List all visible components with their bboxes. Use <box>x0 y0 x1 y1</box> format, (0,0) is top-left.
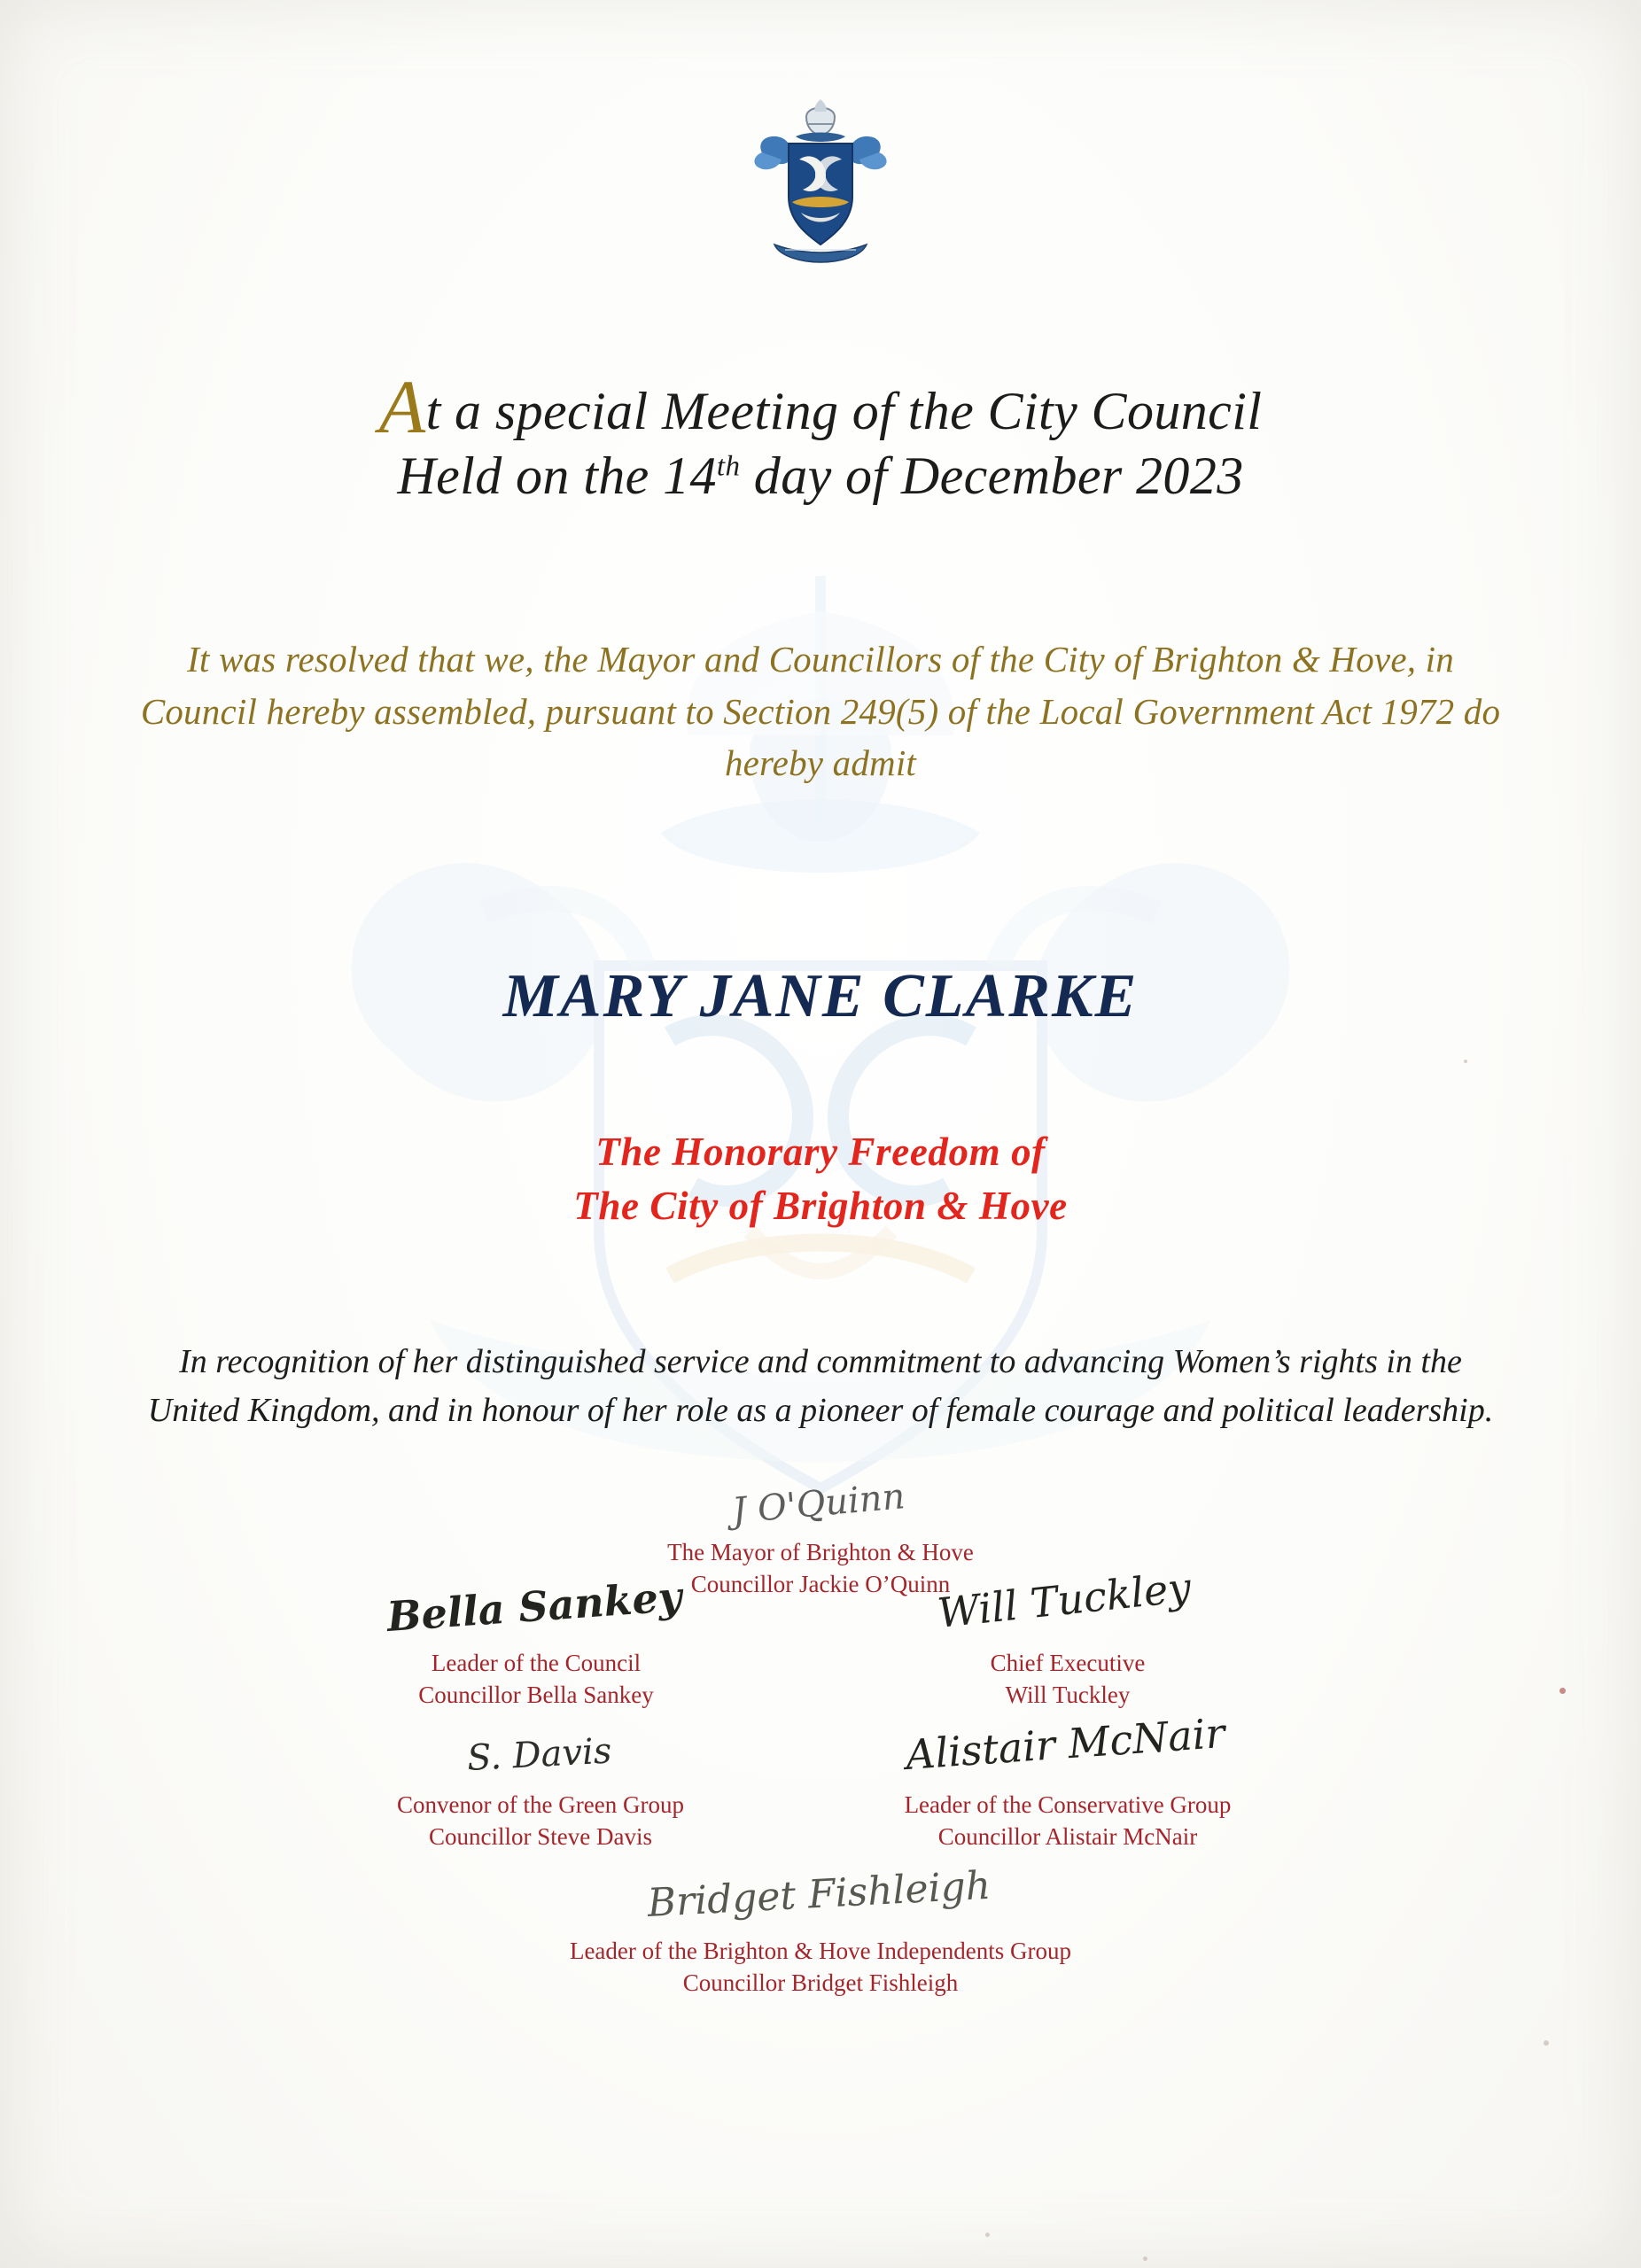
signature-name-green-convenor: Councillor Steve Davis <box>429 1822 652 1850</box>
paper-speck <box>1143 2256 1147 2261</box>
signature-name-mayor: Councillor Jackie O’Quinn <box>690 1570 951 1597</box>
signature-ink-conservative-leader: Alistair McNair <box>904 1708 1227 1779</box>
headline-dropcap: A <box>378 364 426 449</box>
signature-block-green-convenor <box>397 1730 684 1852</box>
resolution-text: It was resolved that we, the Mayor and Councillors of the City of Brighton & Hove, in Council hereby assembled, pursuant to Section 249(5) of the Local Government Act 1972 do hereby admit <box>140 639 1501 784</box>
headline-date-before: Held on the 14 <box>397 447 717 506</box>
signature-ink-mayor: J O'Quinn <box>730 1476 906 1532</box>
signature-name-council-leader: Councillor Bella Sankey <box>418 1681 654 1708</box>
signature-ink-chief-executive: Will Tuckley <box>935 1563 1194 1637</box>
signature-block-council-leader <box>385 1572 683 1711</box>
headline-line-1 <box>0 364 1641 449</box>
award-title-line-2: The City of Brighton & Hove <box>573 1183 1068 1228</box>
headline-date-ordinal: th <box>716 450 741 483</box>
paper-speck <box>985 2233 990 2237</box>
citation-text: In recognition of her distinguished service and commitment to advancing Women’s rights in the United Kingdom, and in honour of her role as a pioneer of female courage and political leadership. <box>147 1343 1494 1430</box>
paper-speck <box>1544 2040 1549 2046</box>
signature-name-chief-executive: Will Tuckley <box>1005 1681 1131 1708</box>
headline-line-2 <box>0 444 1641 509</box>
signature-role-green-convenor: Convenor of the Green Group <box>397 1791 684 1818</box>
signature-name-independents-leader: Councillor Bridget Fishleigh <box>682 1969 959 1996</box>
coat-of-arms-icon <box>750 97 891 266</box>
award-title <box>0 1125 1641 1233</box>
paper-speck <box>1559 1688 1566 1694</box>
honoree-name: MARY JANE CLARKE <box>502 962 1139 1030</box>
signature-ink-green-convenor: S. Davis <box>465 1730 613 1779</box>
signature-ink-independents-leader: Bridget Fishleigh <box>646 1862 992 1926</box>
headline-date-after: day of December 2023 <box>740 447 1244 506</box>
signature-block-chief-executive <box>935 1563 1194 1711</box>
paper-speck <box>1464 1060 1467 1063</box>
signature-name-conservative-leader: Councillor Alistair McNair <box>937 1822 1198 1850</box>
signature-ink-council-leader: Bella Sankey <box>385 1572 683 1641</box>
signature-block-independents-leader <box>569 1862 1072 1999</box>
signature-role-council-leader: Leader of the Council <box>431 1650 642 1676</box>
headline-line-1-text: t a special Meeting of the City Council <box>425 382 1263 440</box>
signature-block-mayor <box>667 1476 974 1600</box>
signature-block-conservative-leader <box>904 1708 1232 1852</box>
award-title-line-1: The Honorary Freedom of <box>595 1130 1046 1174</box>
signature-role-chief-executive: Chief Executive <box>990 1650 1146 1676</box>
signature-role-independents-leader: Leader of the Brighton & Hove Independents Group <box>569 1938 1072 1964</box>
signature-role-mayor: The Mayor of Brighton & Hove <box>667 1539 974 1565</box>
signature-role-conservative-leader: Leader of the Conservative Group <box>904 1791 1232 1818</box>
headline <box>0 364 1641 509</box>
